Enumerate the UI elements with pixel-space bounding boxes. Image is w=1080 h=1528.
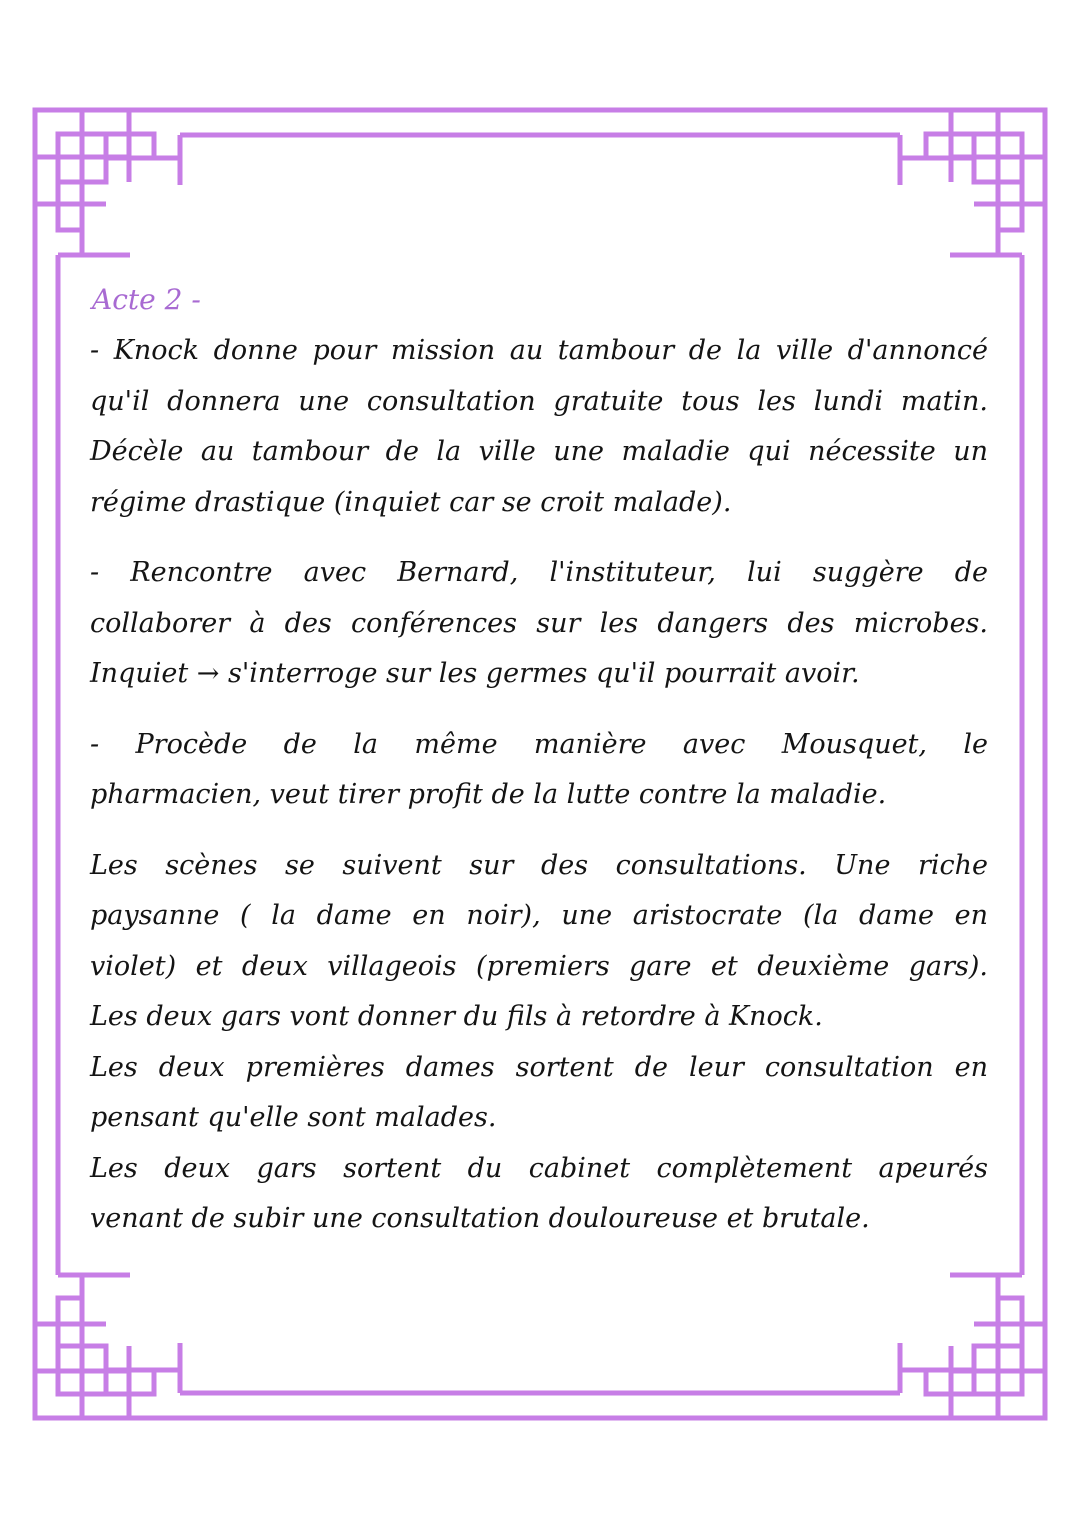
text-line: - Procède de la même manière avec Mousquet, le — [90, 728, 988, 760]
document-body — [90, 280, 988, 1245]
paragraph-consultations — [90, 841, 988, 1245]
text-line: - Knock donne pour mission au tambour de la ville d'annoncé — [90, 335, 988, 366]
text-line: qu'il donnera une consultation gratuite tous les lundi matin. — [90, 385, 988, 417]
text-line: Les scènes se suivent sur des consultations. Une riche — [90, 849, 988, 881]
text-line: venant de subir une consultation douloureuse et brutale. — [90, 1203, 870, 1234]
corner-bottom-left — [35, 1273, 180, 1418]
text-line: paysanne ( la dame en noir), une aristocrate (la dame en — [90, 900, 988, 931]
text-line: pensant qu'elle sont malades. — [90, 1102, 497, 1133]
text-line: - Rencontre avec Bernard, l'instituteur, lui suggère de — [90, 557, 988, 588]
text-line: collaborer à des conférences sur les dangers des microbes. — [90, 607, 988, 639]
text-line: Inquiet → s'interroge sur les germes qu'il pourrait avoir. — [90, 658, 860, 689]
text-line: régime drastique (inquiet car se croit malade). — [90, 486, 732, 518]
text-line: Décèle au tambour de la ville une maladie qui nécessite un — [90, 436, 988, 467]
paragraph-mousquet — [90, 720, 988, 821]
text-line: Les deux gars sortent du cabinet complètement apeurés — [90, 1152, 988, 1184]
corner-top-left — [35, 110, 180, 255]
section-heading: Acte 2 - — [92, 283, 201, 316]
paragraph-knock-tambour — [90, 326, 988, 528]
corner-top-right — [900, 110, 1045, 255]
text-line: violet) et deux villageois (premiers gare et deuxième gars). — [90, 950, 988, 982]
text-line: pharmacien, veut tirer profit de la lutte contre la maladie. — [90, 779, 887, 810]
corner-bottom-right — [900, 1273, 1045, 1418]
paragraph-bernard — [90, 548, 988, 700]
text-line: Les deux premières dames sortent de leur consultation en — [90, 1051, 988, 1083]
text-line: Les deux gars vont donner du fils à retordre à Knock. — [90, 1001, 823, 1032]
